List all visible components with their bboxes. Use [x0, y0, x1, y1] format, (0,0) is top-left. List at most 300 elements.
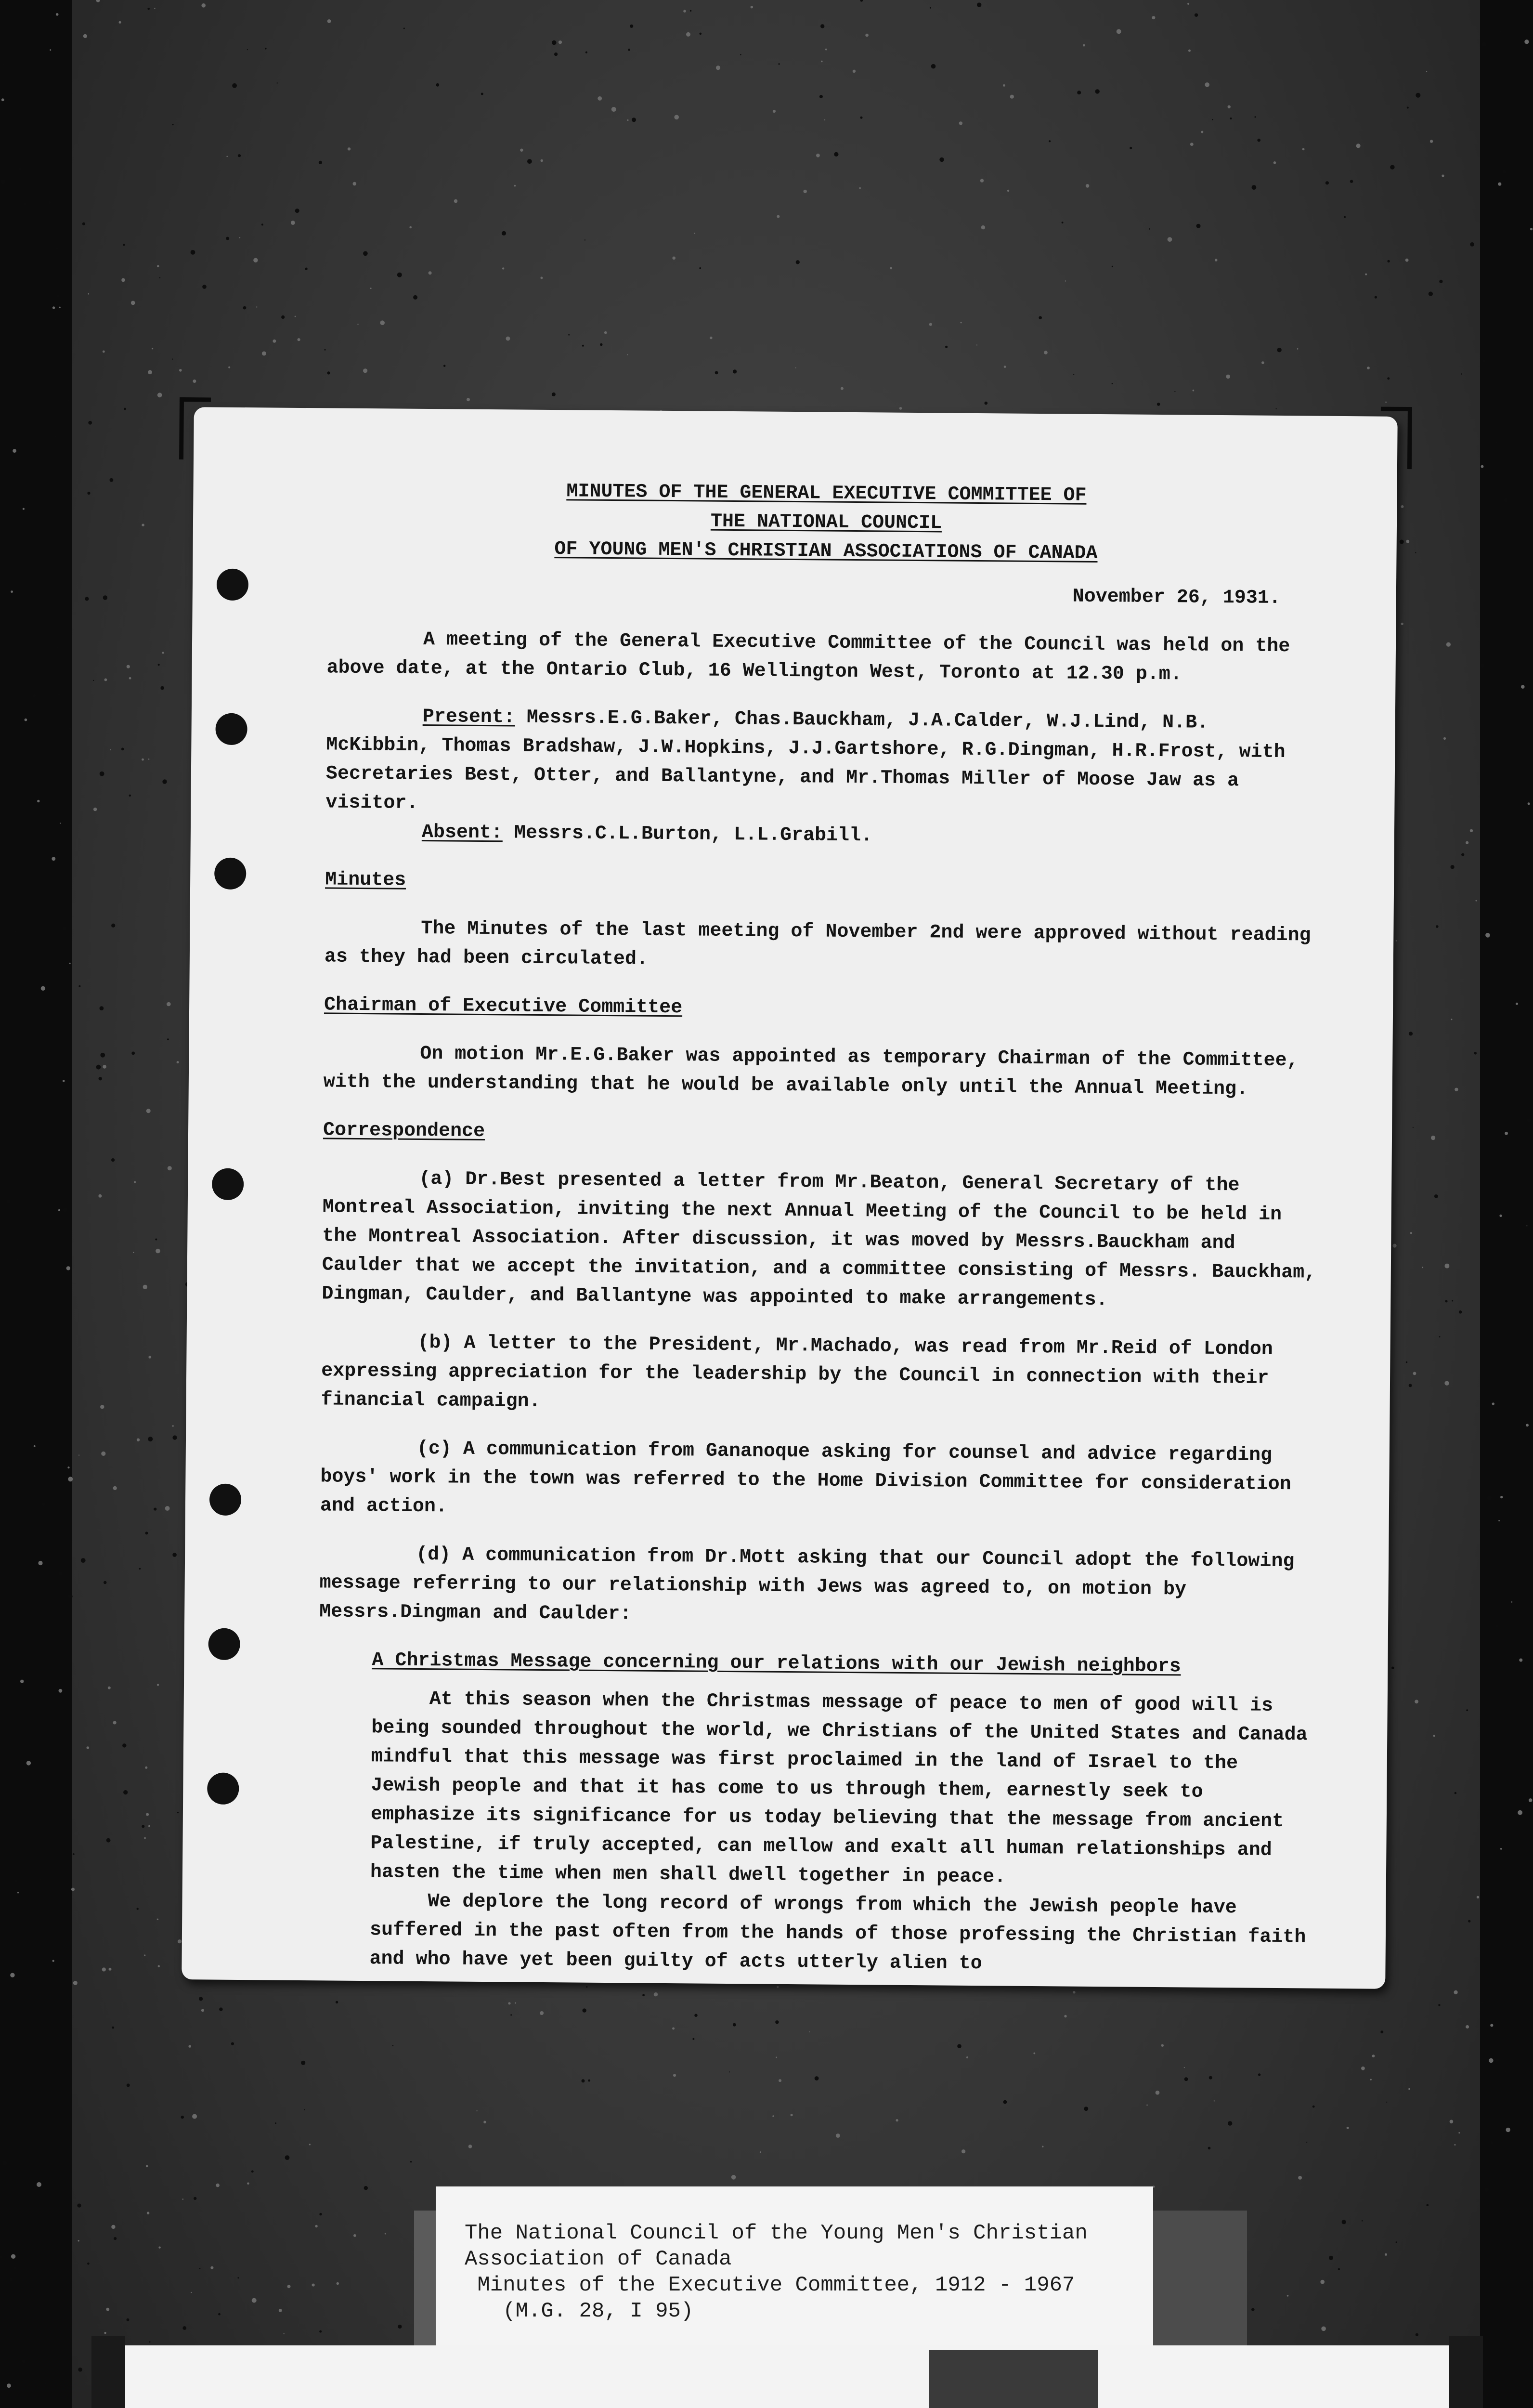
speckle-dot: [1436, 925, 1439, 928]
speckle-dot: [541, 159, 543, 162]
message-paragraph-2: We deplore the long record of wrongs from which the Jewish people have suffered in the past often from the hands of those professing the Christian faith and who have yet been guilty of acts utterly alien to: [369, 1891, 1306, 1975]
speckle-dot: [58, 1209, 60, 1211]
speckle-dot: [559, 40, 562, 44]
speckle-dot: [157, 265, 159, 267]
speckle-dot: [1483, 360, 1485, 362]
speckle-dot: [1511, 65, 1513, 67]
speckle-dot: [275, 2122, 276, 2124]
speckle-dot: [73, 1981, 78, 1985]
speckle-dot: [1408, 2088, 1410, 2090]
speckle-dot: [7, 1200, 11, 1204]
speckle-dot: [59, 1571, 63, 1575]
speckle-dot: [265, 48, 267, 50]
speckle-dot: [88, 293, 90, 295]
speckle-dot: [981, 225, 985, 229]
speckle-dot: [325, 349, 326, 351]
speckle-dot: [674, 115, 679, 120]
punch-hole: [208, 1628, 240, 1661]
speckle-dot: [152, 348, 153, 349]
speckle-dot: [795, 367, 796, 368]
speckle-dot: [1112, 383, 1113, 384]
speckle-dot: [60, 823, 61, 824]
speckle-dot: [167, 1002, 171, 1007]
speckle-dot: [1344, 216, 1346, 218]
speckle-dot: [237, 2277, 239, 2278]
speckle-dot: [860, 117, 863, 119]
speckle-dot: [397, 273, 402, 277]
speckle-dot: [1065, 280, 1066, 281]
speckle-dot: [1003, 2100, 1007, 2104]
speckle-dot: [181, 2116, 184, 2119]
speckle-dot: [82, 222, 85, 225]
speckle-dot: [154, 8, 155, 9]
speckle-dot: [673, 2074, 676, 2077]
speckle-dot: [1149, 228, 1150, 230]
speckle-dot: [15, 930, 17, 932]
speckle-dot: [775, 2020, 779, 2024]
speckle-dot: [226, 237, 229, 240]
speckle-dot: [148, 1437, 153, 1441]
speckle-dot: [145, 1531, 148, 1534]
speckle-dot: [98, 1194, 102, 1198]
speckle-dot: [348, 147, 351, 150]
speckle-dot: [980, 179, 984, 182]
speckle-dot: [1455, 1792, 1456, 1794]
speckle-dot: [99, 1077, 102, 1080]
speckle-dot: [1062, 222, 1064, 223]
speckle-dot: [87, 1746, 90, 1749]
speckle-dot: [582, 345, 584, 347]
speckle-dot: [149, 2341, 151, 2343]
speckle-dot: [287, 2285, 291, 2288]
speckle-dot: [1518, 1810, 1522, 1815]
speckle-dot: [157, 1684, 159, 1686]
speckle-dot: [122, 1743, 126, 1747]
speckle-dot: [1321, 2327, 1326, 2331]
speckle-dot: [1007, 190, 1009, 192]
speckle-dot: [319, 2330, 322, 2333]
speckle-dot: [104, 679, 107, 681]
speckle-dot: [147, 2212, 150, 2214]
speckle-dot: [202, 285, 207, 289]
speckle-dot: [160, 686, 164, 690]
speckle-dot: [1004, 366, 1006, 368]
speckle-dot: [700, 33, 702, 35]
speckle-dot: [468, 2145, 472, 2148]
speckle-dot: [83, 34, 87, 38]
speckle-dot: [820, 24, 824, 28]
speckle-dot: [583, 2008, 586, 2012]
speckle-dot: [1387, 260, 1390, 262]
speckle-dot: [1325, 181, 1329, 184]
speckle-dot: [1385, 2253, 1387, 2256]
speckle-dot: [454, 199, 458, 203]
speckle-dot: [337, 2282, 339, 2285]
speckle-dot: [1505, 1132, 1508, 1135]
speckle-dot: [413, 295, 417, 300]
speckle-dot: [192, 2114, 197, 2119]
speckle-dot: [1277, 348, 1281, 352]
speckle-dot: [961, 2149, 965, 2153]
speckle-dot: [1039, 316, 1042, 319]
speckle-dot: [199, 2268, 201, 2269]
speckle-dot: [985, 402, 988, 405]
speckle-dot: [1367, 366, 1370, 369]
speckle-dot: [1499, 30, 1501, 32]
speckle-dot: [552, 40, 557, 45]
speckle-dot: [1450, 2120, 1454, 2124]
speckle-dot: [13, 2266, 17, 2270]
speckle-dot: [1287, 2295, 1289, 2297]
speckle-dot: [162, 779, 167, 784]
speckle-dot: [1426, 71, 1427, 72]
speckle-dot: [1461, 373, 1462, 374]
speckle-dot: [22, 2360, 25, 2363]
speckle-dot: [113, 1486, 117, 1490]
speckle-dot: [409, 226, 412, 229]
speckle-dot: [48, 201, 51, 204]
speckle-dot: [172, 1425, 174, 1426]
speckle-dot: [251, 2171, 254, 2173]
speckle-dot: [69, 728, 71, 730]
correspondence-d: (d) A communication from Dr.Mott asking that our Council adopt the following message referring to our relationship with Jews was agreed to, on motion by Messrs.Dingman and Caulder:: [319, 1544, 1295, 1625]
speckle-dot: [100, 1405, 104, 1409]
speckle-dot: [124, 408, 126, 410]
speckle-dot: [957, 2044, 961, 2048]
speckle-dot: [93, 808, 97, 811]
speckle-dot: [740, 54, 741, 55]
present-label: Present:: [422, 706, 516, 729]
speckle-dot: [0, 2256, 2, 2259]
speckle-dot: [159, 277, 160, 278]
speckle-dot: [194, 2197, 196, 2200]
speckle-dot: [139, 1568, 141, 1570]
speckle-dot: [110, 478, 114, 482]
speckle-dot: [137, 1439, 140, 1441]
speckle-dot: [93, 680, 94, 681]
speckle-dot: [155, 1239, 157, 1241]
punch-hole: [212, 1168, 244, 1201]
speckle-dot: [127, 2083, 130, 2087]
speckle-dot: [156, 1249, 160, 1254]
speckle-dot: [111, 1158, 115, 1162]
speckle-dot: [370, 288, 372, 289]
speckle-dot: [102, 1967, 106, 1971]
speckle-dot: [1033, 2053, 1035, 2055]
speckle-dot: [1084, 2107, 1088, 2111]
speckle-dot: [162, 652, 164, 654]
speckle-dot: [1208, 2147, 1211, 2150]
speckle-dot: [699, 267, 701, 269]
speckle-dot: [216, 2184, 220, 2187]
speckle-dot: [1205, 82, 1209, 87]
speckle-dot: [1489, 2058, 1493, 2063]
speckle-dot: [71, 1888, 75, 1891]
speckle-dot: [1064, 2015, 1066, 2017]
speckle-dot: [109, 1968, 112, 1971]
message-heading: A Christmas Message concerning our relations with our Jewish neighbors: [372, 1649, 1181, 1678]
speckle-dot: [129, 677, 131, 680]
speckle-dot: [319, 161, 322, 164]
speckle-dot: [776, 2057, 777, 2058]
speckle-dot: [106, 1838, 111, 1843]
speckle-dot: [1477, 1896, 1479, 1898]
speckle-dot: [733, 369, 737, 373]
speckle-dot: [327, 371, 330, 374]
speckle-dot: [1511, 1601, 1513, 1603]
speckle-dot: [1406, 540, 1409, 543]
speckle-dot: [1297, 348, 1299, 350]
speckle-dot: [41, 986, 45, 991]
speckle-dot: [63, 1207, 68, 1212]
speckle-dot: [277, 82, 278, 83]
speckle-dot: [131, 301, 135, 305]
absent-label: Absent:: [421, 821, 503, 844]
public-archives-card: [111, 2345, 1459, 2408]
speckle-dot: [1157, 403, 1160, 406]
speckle-dot: [78, 1454, 79, 1455]
label-line-1: The National Council of the Young Men's Christian: [465, 2221, 1088, 2245]
speckle-dot: [103, 351, 105, 353]
speckle-dot: [1226, 375, 1230, 379]
speckle-dot: [1228, 105, 1231, 108]
speckle-dot: [73, 1853, 75, 1855]
speckle-dot: [1044, 351, 1048, 354]
speckle-dot: [1519, 1659, 1522, 1662]
speckle-dot: [137, 1908, 139, 1910]
speckle-dot: [87, 2263, 90, 2265]
speckle-dot: [1468, 1920, 1470, 1923]
speckle-dot: [327, 19, 331, 23]
speckle-dot: [1434, 1194, 1438, 1198]
speckle-dot: [1527, 1118, 1531, 1122]
speckle-dot: [380, 320, 385, 325]
speckle-dot: [1429, 292, 1433, 296]
speckle-dot: [1485, 933, 1490, 938]
speckle-dot: [129, 795, 131, 797]
speckle-dot: [1375, 296, 1377, 299]
speckle-dot: [1407, 107, 1409, 109]
speckle-dot: [301, 2061, 305, 2065]
speckle-dot: [931, 64, 936, 69]
speckle-dot: [760, 2151, 761, 2153]
speckle-dot: [385, 2233, 386, 2235]
speckle-dot: [1312, 2106, 1315, 2108]
speckle-dot: [247, 2183, 249, 2185]
speckle-dot: [182, 2326, 186, 2330]
speckle-dot: [18, 168, 21, 170]
speckle-dot: [147, 8, 150, 10]
speckle-dot: [39, 1879, 41, 1881]
speckle-dot: [1499, 1215, 1502, 1217]
speckle-dot: [179, 369, 182, 372]
speckle-dot: [96, 1065, 101, 1070]
speckle-dot: [1451, 865, 1455, 869]
speckle-dot: [148, 370, 152, 374]
speckle-dot: [1439, 1336, 1441, 1337]
title-line-2: THE NATIONAL COUNCIL: [710, 510, 942, 535]
speckle-dot: [285, 2155, 290, 2160]
speckle-dot: [123, 1790, 128, 1794]
speckle-dot: [1516, 1003, 1518, 1005]
speckle-dot: [1212, 119, 1213, 120]
speckle-dot: [104, 2332, 106, 2334]
speckle-dot: [1410, 1232, 1412, 1234]
speckle-dot: [81, 1558, 86, 1563]
speckle-dot: [436, 83, 439, 87]
speckle-dot: [628, 49, 630, 51]
speckle-dot: [41, 1502, 45, 1506]
speckle-dot: [1452, 1300, 1453, 1302]
speckle-dot: [168, 1166, 172, 1170]
speckle-dot: [508, 2002, 510, 2004]
speckle-dot: [33, 694, 36, 697]
speckle-dot: [281, 315, 285, 319]
speckle-dot: [78, 985, 80, 987]
speckle-dot: [819, 95, 823, 98]
speckle-dot: [860, 0, 863, 2]
speckle-dot: [177, 1061, 179, 1063]
present-names: Messrs.E.G.Baker, Chas.Bauckham, J.A.Calder, W.J.Lind, N.B. McKibbin, Thomas Bradshaw, J.W.Hopkins, J.J.Gartshore, R.G.Dingman, H.R.Frost, with Secretaries Best, Otter, and Ballantyne, and Mr.Thomas Miller of Moose Jaw as a visitor.: [325, 707, 1286, 814]
speckle-dot: [1528, 802, 1530, 805]
speckle-dot: [824, 119, 825, 120]
speckle-dot: [1492, 1402, 1494, 1405]
speckle-dot: [295, 209, 299, 213]
speckle-dot: [731, 2175, 736, 2180]
speckle-dot: [527, 159, 532, 164]
speckle-dot: [256, 306, 257, 307]
label-line-2: Association of Canada: [465, 2247, 732, 2271]
speckle-dot: [1466, 2025, 1469, 2028]
speckle-dot: [1276, 408, 1277, 409]
speckle-dot: [148, 1356, 151, 1359]
speckle-dot: [853, 70, 856, 73]
speckle-dot: [836, 2133, 840, 2138]
speckle-dot: [825, 49, 827, 51]
speckle-dot: [158, 2247, 160, 2249]
speckle-dot: [119, 21, 121, 24]
speckle-dot: [1416, 2333, 1418, 2336]
speckle-dot: [966, 2056, 968, 2058]
speckle-dot: [585, 52, 587, 53]
speckle-dot: [715, 371, 718, 375]
speckle-dot: [127, 665, 130, 668]
speckle-dot: [295, 316, 296, 317]
speckle-dot: [363, 251, 368, 256]
speckle-dot: [113, 1721, 117, 1724]
speckle-dot: [88, 421, 92, 425]
speckle-dot: [1505, 2071, 1506, 2072]
speckle-dot: [247, 49, 248, 50]
speckle-dot: [1498, 183, 1501, 186]
speckle-dot: [1401, 505, 1404, 508]
message-paragraph-1: At this season when the Christmas message of peace to men of good will is being sounded throughout the world, we Christians of the United States and Canada mindful that this message was first proclaimed in the land of Israel to the Jewish people and that it has come to us through them, earnestly seek to emphasize its significance for us today believing that the message from ancient Palestine, if truly accepted, can mellow and exalt all human relationships and hasten the time when men shall dwell together in peace.: [370, 1688, 1308, 1888]
speckle-dot: [57, 693, 60, 695]
speckle-dot: [133, 1252, 134, 1253]
speckle-dot: [816, 154, 820, 157]
speckle-dot: [683, 10, 686, 13]
punch-hole: [215, 713, 247, 746]
punch-hole: [217, 569, 249, 601]
speckle-dot: [1455, 1088, 1458, 1091]
speckle-dot: [1461, 853, 1464, 856]
speckle-dot: [1184, 2067, 1185, 2068]
minutes-heading: Minutes: [325, 869, 406, 891]
speckle-dot: [66, 1266, 70, 1270]
speckle-dot: [1406, 1361, 1407, 1363]
speckle-dot: [611, 107, 616, 112]
speckle-dot: [1458, 2132, 1460, 2133]
speckle-dot: [1, 180, 6, 184]
speckle-dot: [142, 523, 144, 526]
speckle-dot: [1361, 2067, 1365, 2070]
speckle-dot: [804, 190, 807, 193]
punch-hole: [209, 1484, 242, 1516]
speckle-dot: [1396, 940, 1397, 942]
speckle-dot: [751, 6, 753, 8]
speckle-dot: [1526, 1424, 1529, 1426]
speckle-dot: [142, 759, 144, 761]
speckle-dot: [961, 322, 962, 323]
speckle-dot: [38, 1561, 42, 1565]
speckle-dot: [654, 1992, 658, 1996]
speckle-dot: [100, 772, 104, 776]
speckle-dot: [481, 93, 483, 95]
speckle-dot: [100, 1053, 105, 1058]
speckle-dot: [554, 52, 558, 56]
speckle-dot: [78, 2368, 82, 2372]
speckle-dot: [506, 337, 510, 341]
speckle-dot: [1190, 143, 1194, 146]
speckle-dot: [143, 1285, 147, 1289]
speckle-dot: [1196, 224, 1201, 228]
speckle-dot: [1396, 2241, 1397, 2243]
speckle-dot: [15, 1880, 17, 1882]
speckle-dot: [23, 508, 25, 510]
speckle-dot: [148, 1825, 150, 1827]
speckle-dot: [443, 365, 445, 367]
speckle-dot: [11, 590, 13, 593]
speckle-dot: [1526, 1225, 1527, 1226]
speckle-dot: [319, 2213, 322, 2215]
speckle-dot: [1187, 3, 1189, 5]
speckle-dot: [1083, 44, 1085, 47]
speckle-dot: [106, 2308, 109, 2311]
card-edge-left: [91, 2336, 125, 2408]
speckle-dot: [1413, 1372, 1416, 1375]
speckle-dot: [27, 1129, 29, 1131]
speckle-dot: [121, 748, 124, 751]
speckle-dot: [1174, 391, 1175, 392]
speckle-dot: [1258, 2073, 1260, 2076]
speckle-dot: [1490, 2141, 1493, 2144]
chairman-paragraph: On motion Mr.E.G.Baker was appointed as temporary Chairman of the Committee, with the understanding that he would be available only until the Annual Meeting.: [323, 1043, 1299, 1100]
label-line-4: (M.G. 28, I 95): [465, 2299, 694, 2323]
speckle-dot: [57, 647, 59, 649]
speckle-dot: [191, 250, 195, 255]
speckle-dot: [1214, 2100, 1215, 2101]
speckle-dot: [37, 2182, 41, 2187]
speckle-dot: [1230, 118, 1232, 119]
speckle-dot: [1255, 116, 1256, 118]
speckle-dot: [1372, 2055, 1375, 2057]
speckle-dot: [25, 719, 27, 721]
label-line-3: Minutes of the Executive Committee, 1912 - 1967: [465, 2273, 1075, 2297]
speckle-dot: [96, 0, 100, 2]
speckle-dot: [710, 337, 713, 340]
speckle-dot: [779, 2079, 781, 2082]
speckle-dot: [167, 1038, 169, 1040]
